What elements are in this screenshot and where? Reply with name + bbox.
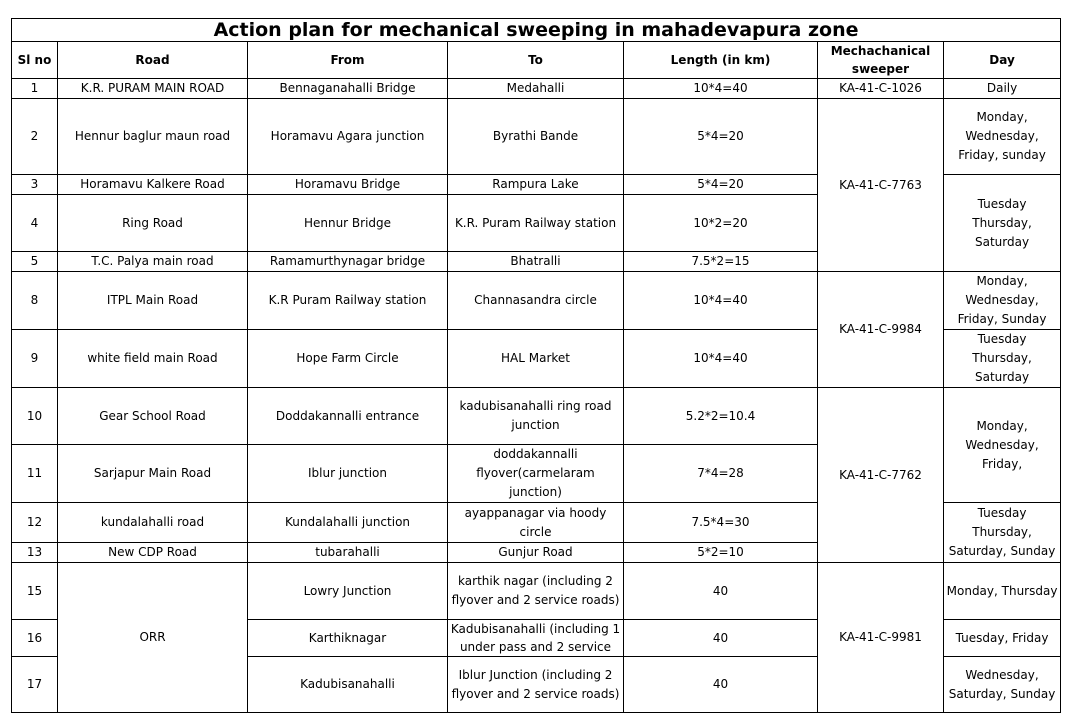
cell-to: HAL Market — [448, 330, 624, 388]
cell-sl: 17 — [12, 657, 58, 713]
cell-day: Wednesday, Saturday, Sunday — [944, 657, 1061, 713]
cell-day: Daily — [944, 79, 1061, 99]
cell-sl: 8 — [12, 272, 58, 330]
cell-length: 40 — [624, 657, 818, 713]
cell-length: 10*4=40 — [624, 272, 818, 330]
cell-length: 10*4=40 — [624, 330, 818, 388]
cell-road: ITPL Main Road — [58, 272, 248, 330]
cell-length: 40 — [624, 620, 818, 657]
action-plan-table — [11, 18, 1061, 713]
cell-length: 7.5*4=30 — [624, 503, 818, 543]
cell-road: T.C. Palya main road — [58, 252, 248, 272]
header-sweeper: Mechachanical sweeper — [818, 42, 944, 79]
cell-from: Karthiknagar — [248, 620, 448, 657]
cell-sweeper: KA-41-C-1026 — [818, 79, 944, 99]
cell-day: Tuesday, Friday — [944, 620, 1061, 657]
cell-from: K.R Puram Railway station — [248, 272, 448, 330]
cell-from: Hope Farm Circle — [248, 330, 448, 388]
table-row — [12, 99, 1061, 175]
cell-sl: 4 — [12, 195, 58, 252]
cell-sl: 3 — [12, 175, 58, 195]
cell-from: Kundalahalli junction — [248, 503, 448, 543]
header-length: Length (in km) — [624, 42, 818, 79]
cell-sl: 10 — [12, 388, 58, 445]
cell-sl: 9 — [12, 330, 58, 388]
cell-road: Sarjapur Main Road — [58, 445, 248, 503]
header-to: To — [448, 42, 624, 79]
cell-from: tubarahalli — [248, 543, 448, 563]
cell-from: Kadubisanahalli — [248, 657, 448, 713]
cell-day: Monday, Wednesday, Friday, sunday — [944, 99, 1061, 175]
cell-from: Horamavu Bridge — [248, 175, 448, 195]
cell-from: Horamavu Agara junction — [248, 99, 448, 175]
header-day: Day — [944, 42, 1061, 79]
cell-road: ORR — [58, 563, 248, 713]
cell-to: Channasandra circle — [448, 272, 624, 330]
table-row — [12, 79, 1061, 99]
table-row — [12, 563, 1061, 620]
cell-sweeper: KA-41-C-7762 — [818, 388, 944, 563]
table-title: Action plan for mechanical sweeping in mahadevapura zone — [12, 19, 1061, 42]
cell-road: Horamavu Kalkere Road — [58, 175, 248, 195]
cell-to: K.R. Puram Railway station — [448, 195, 624, 252]
table-row — [12, 388, 1061, 445]
cell-from: Iblur junction — [248, 445, 448, 503]
cell-from: Lowry Junction — [248, 563, 448, 620]
cell-sl: 13 — [12, 543, 58, 563]
cell-road: Hennur baglur maun road — [58, 99, 248, 175]
cell-from: Ramamurthynagar bridge — [248, 252, 448, 272]
cell-length: 40 — [624, 563, 818, 620]
cell-road: Ring Road — [58, 195, 248, 252]
cell-sl: 12 — [12, 503, 58, 543]
cell-length: 10*2=20 — [624, 195, 818, 252]
cell-road: kundalahalli road — [58, 503, 248, 543]
cell-sl: 16 — [12, 620, 58, 657]
cell-from: Hennur Bridge — [248, 195, 448, 252]
cell-length: 5*2=10 — [624, 543, 818, 563]
cell-road: white field main Road — [58, 330, 248, 388]
cell-sl: 11 — [12, 445, 58, 503]
cell-to: Bhatralli — [448, 252, 624, 272]
header-from: From — [248, 42, 448, 79]
cell-to: doddakannalli flyover(carmelaram junction) — [448, 445, 624, 503]
cell-day: Monday, Thursday — [944, 563, 1061, 620]
cell-length: 10*4=40 — [624, 79, 818, 99]
cell-length: 7*4=28 — [624, 445, 818, 503]
cell-day: Monday, Wednesday, Friday, — [944, 388, 1061, 503]
cell-to: Iblur Junction (including 2 flyover and 2 service roads) — [448, 657, 624, 713]
cell-road: K.R. PURAM MAIN ROAD — [58, 79, 248, 99]
cell-to: Rampura Lake — [448, 175, 624, 195]
cell-to: Medahalli — [448, 79, 624, 99]
cell-from: Doddakannalli entrance — [248, 388, 448, 445]
cell-to: kadubisanahalli ring road junction — [448, 388, 624, 445]
cell-day: Tuesday Thursday, Saturday — [944, 175, 1061, 272]
cell-day: Tuesday Thursday, Saturday, Sunday — [944, 503, 1061, 563]
cell-sl: 15 — [12, 563, 58, 620]
cell-to: Byrathi Bande — [448, 99, 624, 175]
action-plan-sheet — [11, 18, 1060, 713]
cell-to: ayappanagar via hoody circle — [448, 503, 624, 543]
cell-sl: 2 — [12, 99, 58, 175]
cell-sweeper: KA-41-C-9984 — [818, 272, 944, 388]
cell-sl: 5 — [12, 252, 58, 272]
cell-from: Bennaganahalli Bridge — [248, 79, 448, 99]
cell-length: 7.5*2=15 — [624, 252, 818, 272]
cell-length: 5.2*2=10.4 — [624, 388, 818, 445]
cell-length: 5*4=20 — [624, 99, 818, 175]
cell-sweeper: KA-41-C-9981 — [818, 563, 944, 713]
cell-sweeper: KA-41-C-7763 — [818, 99, 944, 272]
table-row — [12, 272, 1061, 330]
cell-length: 5*4=20 — [624, 175, 818, 195]
cell-sl: 1 — [12, 79, 58, 99]
cell-to: karthik nagar (including 2 flyover and 2 service roads) — [448, 563, 624, 620]
cell-to: Gunjur Road — [448, 543, 624, 563]
cell-day: Monday, Wednesday, Friday, Sunday — [944, 272, 1061, 330]
header-sl-no: Sl no — [12, 42, 58, 79]
cell-to: Kadubisanahalli (including 1 under pass and 2 service — [448, 620, 624, 657]
cell-road: New CDP Road — [58, 543, 248, 563]
cell-day: Tuesday Thursday, Saturday — [944, 330, 1061, 388]
header-road: Road — [58, 42, 248, 79]
cell-road: Gear School Road — [58, 388, 248, 445]
